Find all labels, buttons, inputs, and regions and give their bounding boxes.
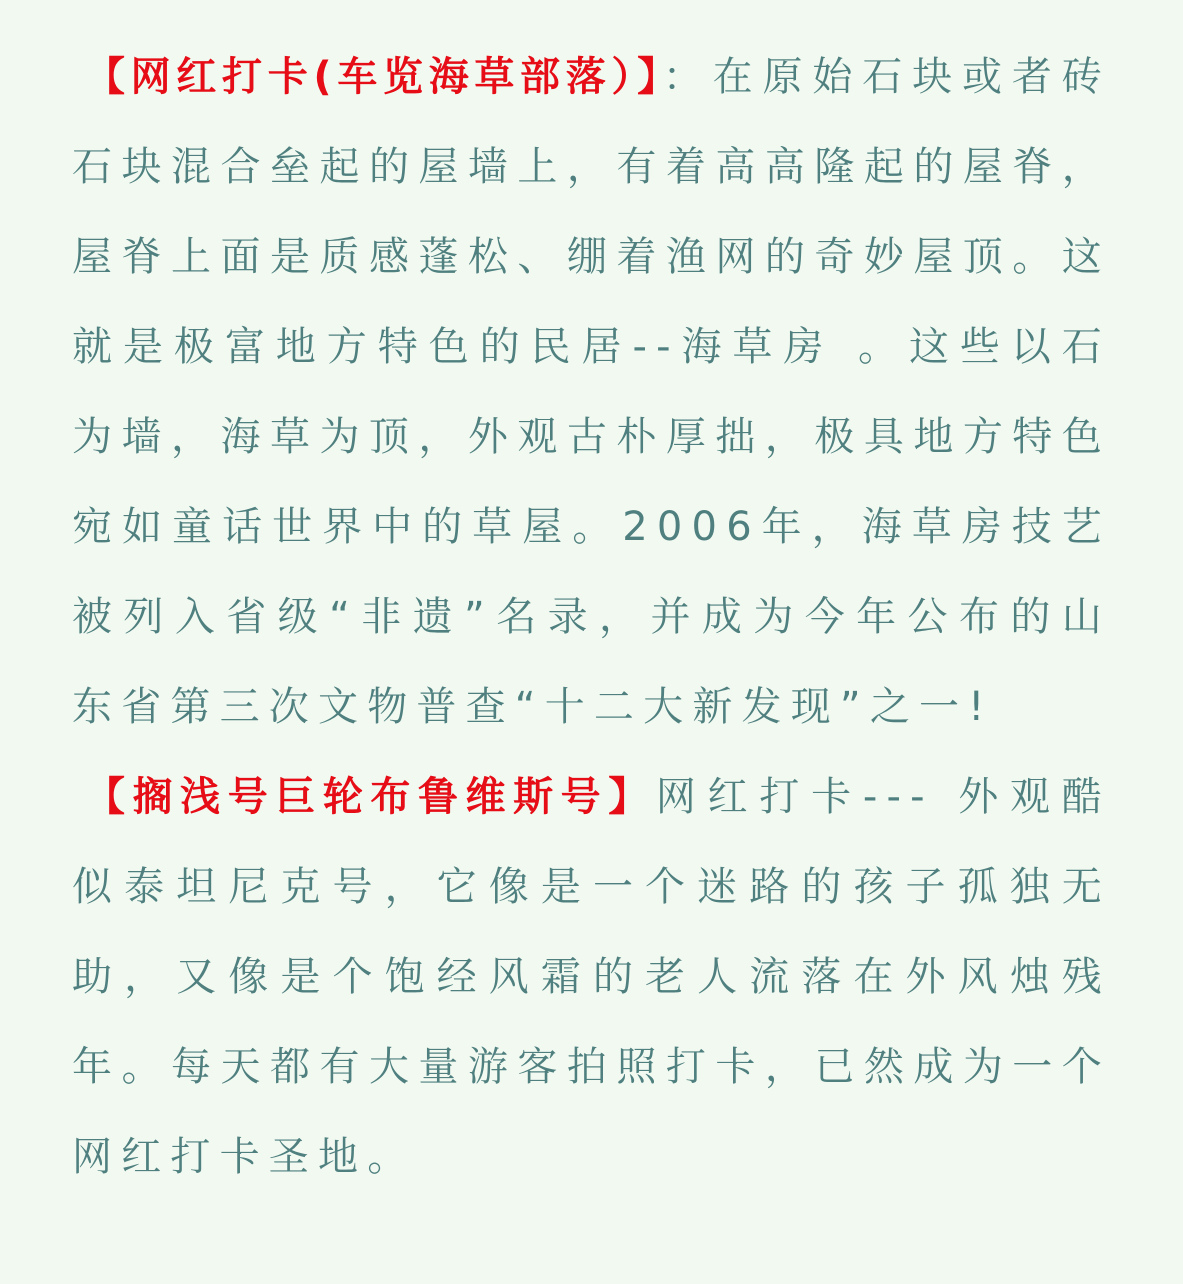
paragraph-body: ：在原始石块或者砖石块混合垒起的屋墙上，有着高高隆起的屋脊，屋脊上面是质感蓬松、绷着渔网的奇妙屋顶。这就是极富地方特色的民居--海草房 。这些以石为墙，海草为顶，外观古朴厚拙，极具地方特色宛如童话世界中的草屋。2006年，海草房技艺被列入省级“非遗”名录，并成为今年公布的山东省第三次文物普查“十二大新发现”之一!	[72, 54, 1112, 730]
paragraph-stranded-ship	[72, 752, 1111, 1202]
paragraph-seaweed-house	[72, 32, 1111, 752]
paragraph-heading: 【搁浅号巨轮布鲁维斯号】	[85, 774, 656, 820]
paragraph-heading: 【网红打卡(车览海草部落）】	[85, 54, 663, 100]
paragraph-body: 网红打卡--- 外观酷似泰坦尼克号，它像是一个迷路的孩子孤独无助，又像是个饱经风霜的老人流落在外风烛残年。每天都有大量游客拍照打卡，已然成为一个网红打卡圣地。	[72, 774, 1111, 1180]
